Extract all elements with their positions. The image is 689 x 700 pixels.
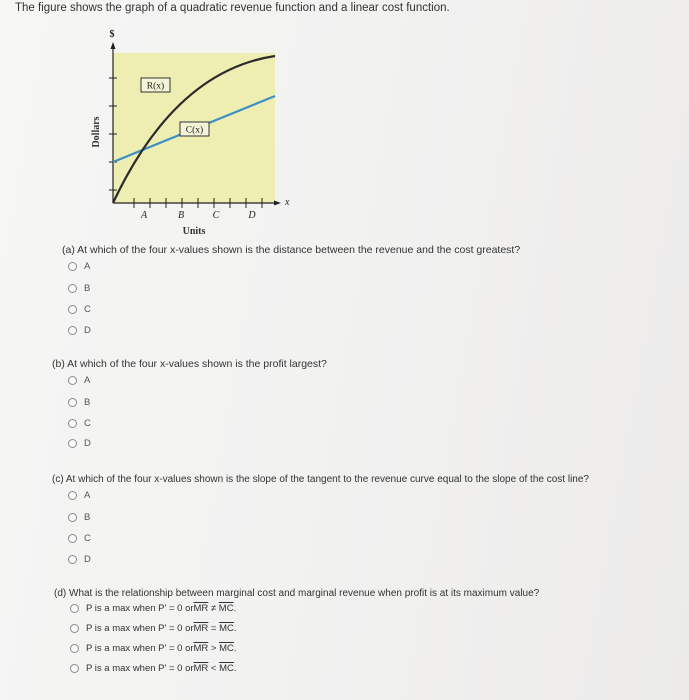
option-label: D	[84, 554, 91, 565]
option-suffix: .	[233, 663, 237, 674]
tick-label-c: C	[212, 210, 220, 221]
marginal-cost: $\overline{MC}$	[218, 603, 234, 614]
option-label: C	[84, 418, 91, 429]
radio-button[interactable]	[68, 305, 77, 314]
marginal-revenue: $\overline{MR}$	[193, 663, 209, 674]
question-a-option-a[interactable]	[68, 261, 90, 272]
question-b-text: (b) At which of the four x-values shown is the profit largest?	[52, 358, 327, 370]
radio-button[interactable]	[68, 326, 77, 335]
marginal-revenue: $\overline{MR}$	[193, 603, 209, 614]
option-label: C	[84, 533, 91, 544]
question-c-text: (c) At which of the four x-values shown is the slope of the tangent to the revenue curve equal to the slope of the cost line?	[52, 474, 589, 485]
marginal-cost: $\overline{MC}$	[219, 643, 234, 654]
cost-label: C(x)	[185, 125, 204, 136]
question-b-option-b[interactable]	[68, 397, 90, 408]
tick-label-b: B	[177, 210, 185, 221]
option-suffix: .	[233, 603, 237, 614]
option-label: D	[84, 438, 91, 449]
question-c-option-d[interactable]	[68, 554, 91, 565]
option-suffix: .	[233, 623, 237, 634]
radio-button[interactable]	[68, 513, 77, 522]
radio-button[interactable]	[68, 376, 77, 385]
option-label: B	[84, 512, 91, 523]
question-a-text: (a) At which of the four x-values shown is the distance between the revenue and the cost greatest?	[62, 244, 521, 256]
question-d-option-2[interactable]	[70, 623, 237, 634]
x-axis-arrow	[274, 201, 281, 206]
revenue-label: R(x)	[146, 81, 165, 92]
radio-button[interactable]	[70, 664, 79, 673]
option-prefix: P is a max when P' = 0 or	[86, 623, 194, 634]
question-b-option-a[interactable]	[68, 375, 90, 386]
y-axis-arrow	[111, 42, 116, 49]
option-label: B	[84, 397, 91, 408]
question-d-option-4[interactable]	[70, 663, 237, 674]
radio-button[interactable]	[68, 419, 77, 428]
x-axis-label: Units	[182, 226, 206, 237]
radio-button[interactable]	[68, 534, 77, 543]
marginal-revenue: $\overline{MR}$	[193, 643, 209, 654]
question-c-option-b[interactable]	[68, 512, 90, 523]
question-b-option-d[interactable]	[68, 438, 91, 449]
question-d-text: (d) What is the relationship between marginal cost and marginal revenue when profit is at its maximum value?	[54, 588, 540, 599]
relation-symbol: ≠	[208, 603, 219, 614]
option-label: B	[84, 283, 91, 294]
x-axis-symbol: x	[285, 197, 290, 208]
relation-symbol: =	[208, 623, 220, 634]
radio-button[interactable]	[70, 624, 79, 633]
option-prefix: P is a max when P' = 0 or	[86, 603, 194, 614]
option-label: D	[84, 325, 91, 336]
graph-svg	[80, 26, 300, 238]
question-c-option-c[interactable]	[68, 533, 91, 544]
option-label: A	[84, 261, 91, 272]
tick-label-d: D	[248, 210, 256, 221]
question-a-option-d[interactable]	[68, 325, 91, 336]
option-suffix: .	[233, 643, 237, 654]
marginal-cost: $\overline{MC}$	[219, 623, 234, 634]
question-a-option-c[interactable]	[68, 304, 91, 315]
radio-button[interactable]	[68, 262, 77, 271]
radio-button[interactable]	[70, 644, 79, 653]
option-label: A	[84, 490, 91, 501]
option-label: C	[84, 304, 91, 315]
radio-button[interactable]	[68, 398, 77, 407]
question-c-option-a[interactable]	[68, 490, 90, 501]
marginal-cost: $\overline{MC}$	[219, 663, 234, 674]
option-prefix: P is a max when P' = 0 or	[86, 643, 194, 654]
intro-text: The figure shows the graph of a quadratic revenue function and a linear cost function.	[15, 2, 450, 14]
y-axis-label: Dollars	[91, 116, 102, 148]
radio-button[interactable]	[68, 555, 77, 564]
tick-label-a: A	[140, 210, 148, 221]
radio-button[interactable]	[68, 491, 77, 500]
radio-button[interactable]	[70, 604, 79, 613]
y-axis-symbol: $	[109, 29, 115, 40]
option-prefix: P is a max when P' = 0 or	[86, 663, 194, 674]
radio-button[interactable]	[68, 439, 77, 448]
relation-symbol: <	[208, 663, 220, 674]
revenue-cost-figure	[80, 26, 300, 238]
relation-symbol: >	[208, 643, 220, 654]
option-label: A	[84, 375, 91, 386]
question-b-option-c[interactable]	[68, 418, 91, 429]
question-a-option-b[interactable]	[68, 283, 90, 294]
radio-button[interactable]	[68, 284, 77, 293]
question-d-option-1[interactable]	[70, 603, 236, 614]
question-d-option-3[interactable]	[70, 643, 237, 654]
marginal-revenue: $\overline{MR}$	[193, 623, 209, 634]
